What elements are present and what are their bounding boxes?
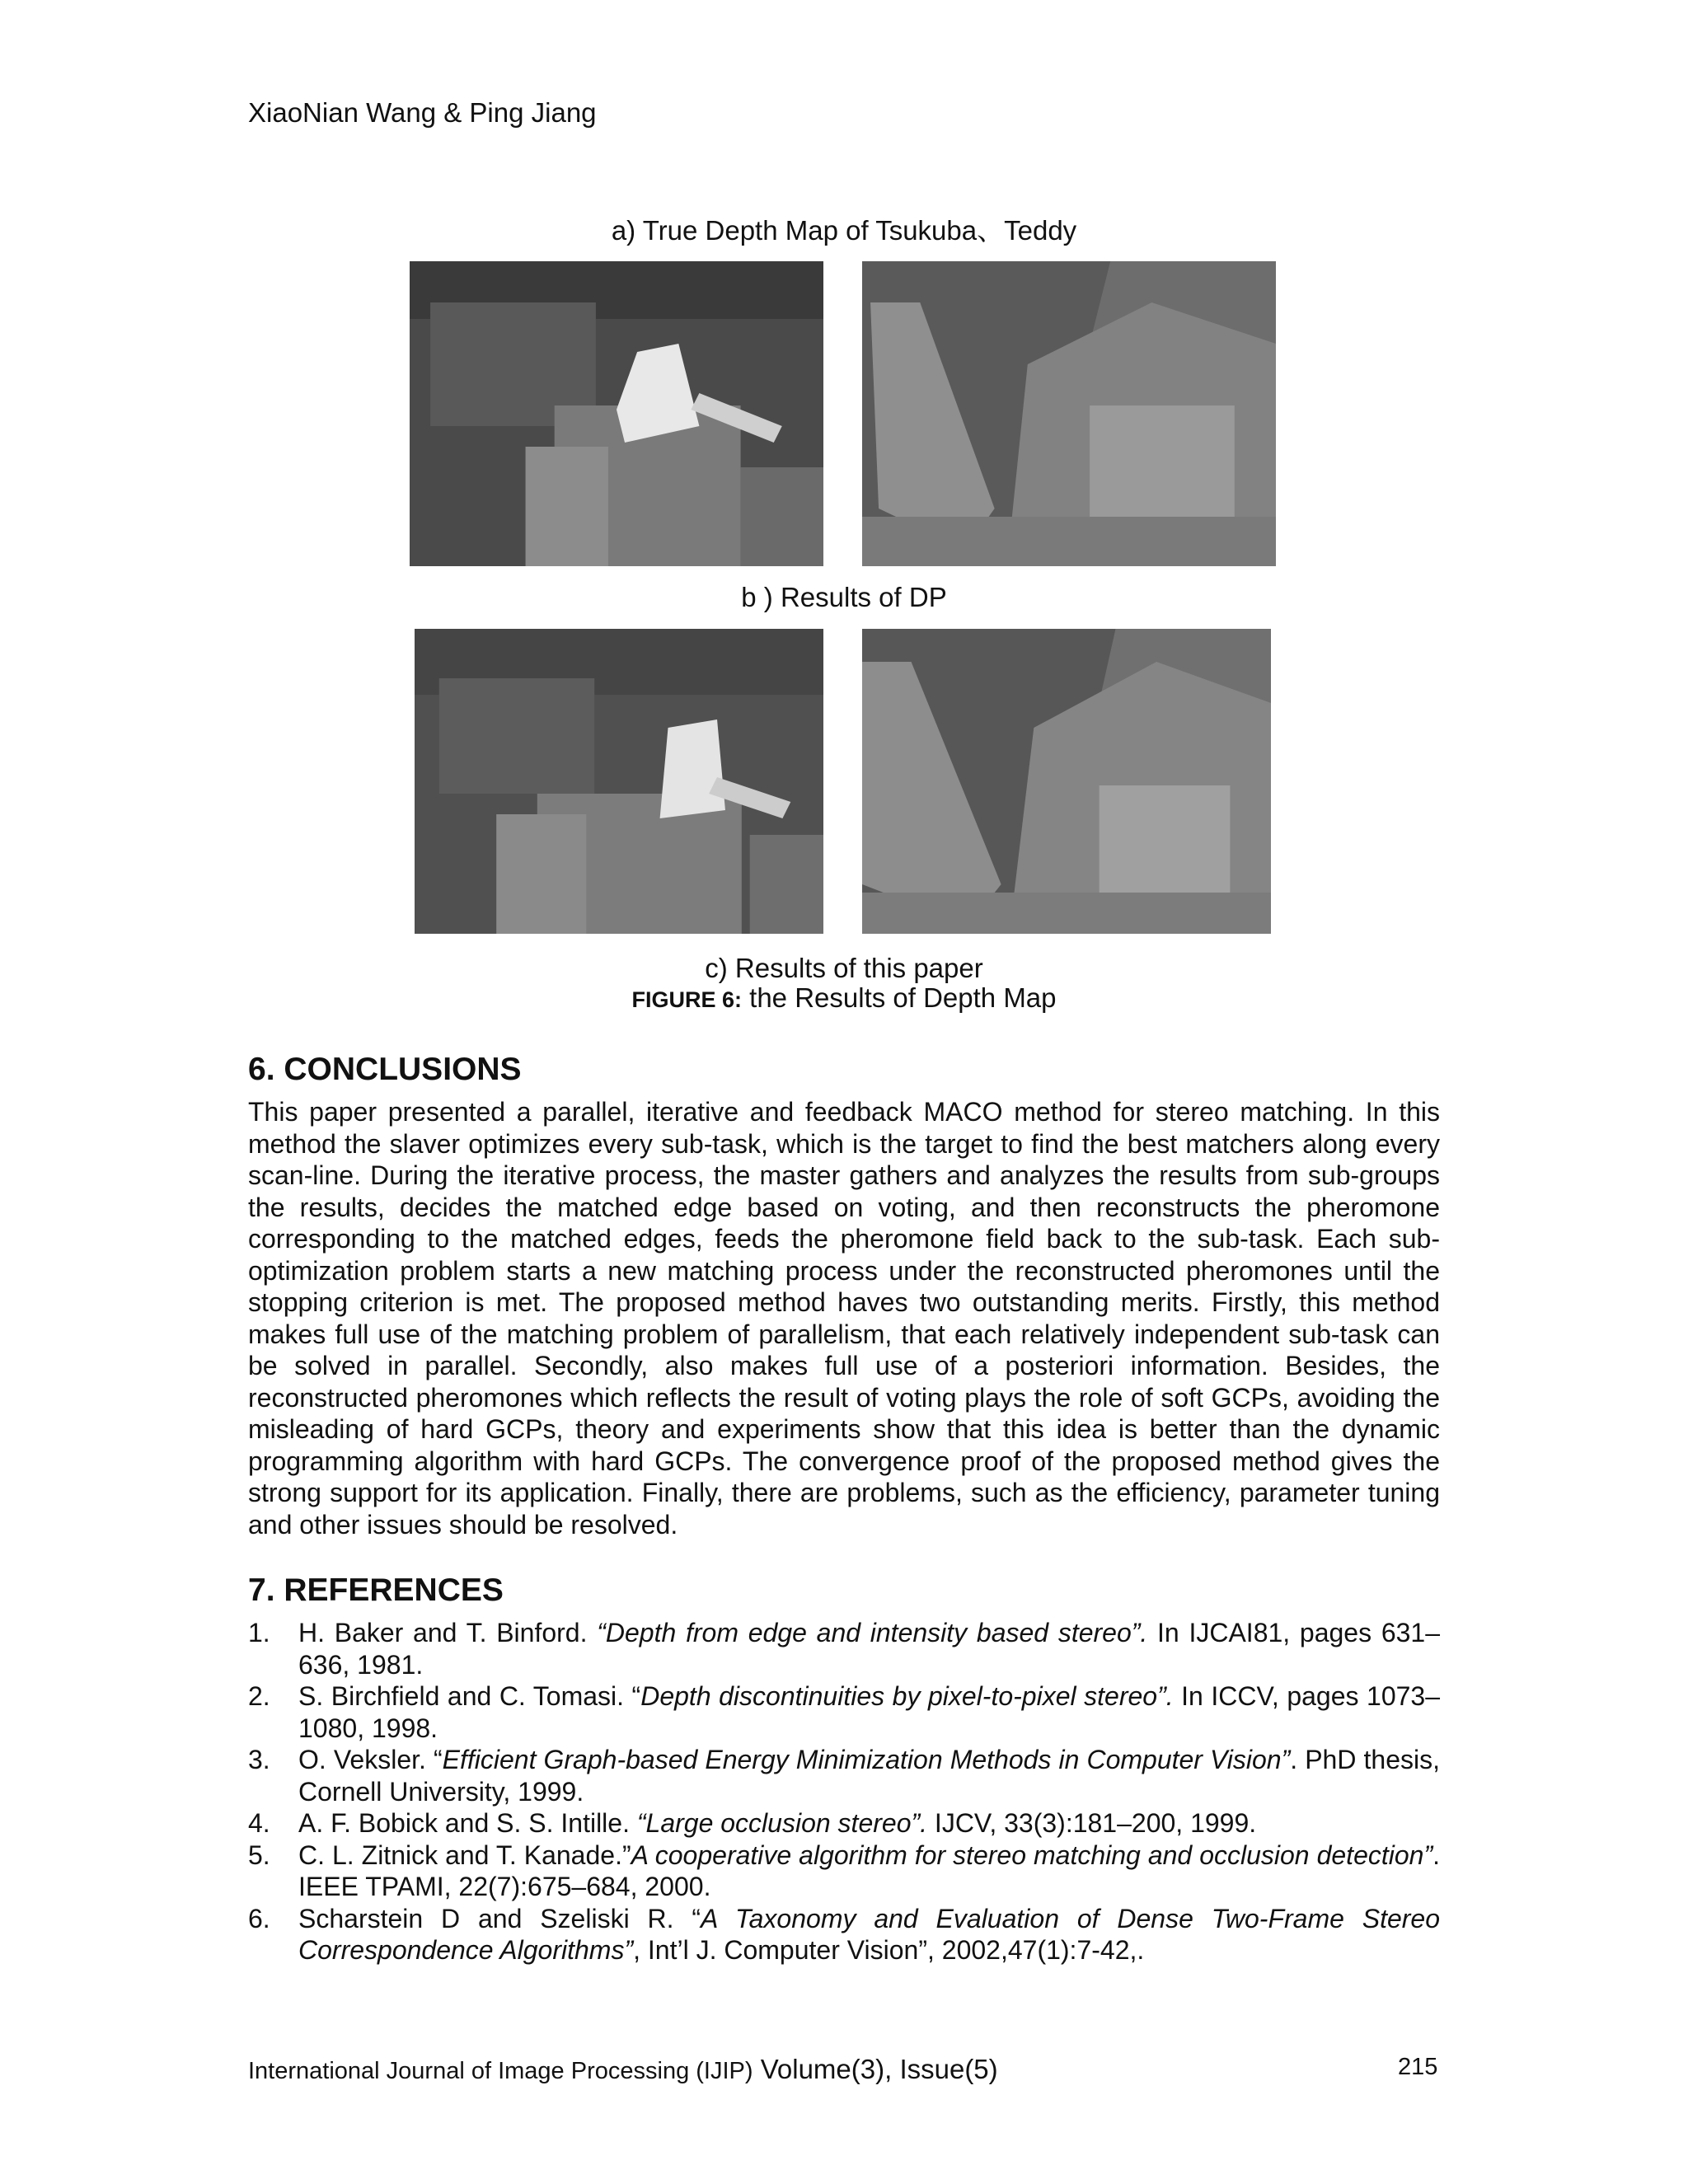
page-number: 215 <box>1398 2054 1438 2080</box>
figure-title <box>0 982 1688 1014</box>
reference-authors: H. Baker and T. Binford. <box>298 1618 598 1647</box>
journal-volume: Volume(3), Issue(5) <box>753 2054 998 2084</box>
running-header: XiaoNian Wang & Ping Jiang <box>248 97 597 128</box>
reference-number: 6. <box>248 1903 270 1933</box>
reference-source: In ICCV, pages 1073–1080, 1998. <box>298 1681 1441 1743</box>
footer-journal <box>248 2054 998 2085</box>
reference-title: “Large occlusion stereo”. <box>636 1808 928 1838</box>
reference-item <box>248 1807 1440 1840</box>
reference-authors: A. F. Bobick and S. S. Intille. <box>298 1808 637 1838</box>
teddy-true-depth-image <box>862 261 1276 566</box>
reference-item <box>248 1903 1440 1966</box>
reference-authors: O. Veksler. “ <box>298 1745 443 1774</box>
reference-number: 5. <box>248 1840 270 1870</box>
reference-number: 1. <box>248 1618 270 1647</box>
reference-title: “Depth from edge and intensity based stereo”. <box>597 1618 1148 1647</box>
reference-source: IJCV, 33(3):181–200, 1999. <box>927 1808 1257 1838</box>
journal-name: International Journal of Image Processing (IJIP) <box>248 2058 753 2084</box>
reference-item <box>248 1744 1440 1807</box>
reference-number: 2. <box>248 1681 270 1711</box>
figure-title-text: the Results of Depth Map <box>749 982 1057 1013</box>
tsukuba-dp-result-image <box>415 629 823 934</box>
reference-source: , Int’l J. Computer Vision”, 2002,47(1):7-42,. <box>633 1935 1145 1965</box>
reference-authors: S. Birchfield and C. Tomasi. “ <box>298 1681 641 1711</box>
references-list <box>248 1617 1440 1966</box>
reference-item <box>248 1840 1440 1903</box>
reference-title: A cooperative algorithm for stereo matching and occlusion detection” <box>631 1840 1433 1870</box>
references-heading: 7. REFERENCES <box>248 1572 504 1608</box>
reference-title: A Taxonomy and Evaluation of Dense Two-Frame Stereo Correspondence Algorithms” <box>298 1903 1441 1965</box>
reference-title: Efficient Graph-based Energy Minimization Methods in Computer Vision” <box>442 1745 1291 1774</box>
tsukuba-true-depth-image <box>410 261 823 566</box>
teddy-dp-result-image <box>862 629 1271 934</box>
reference-item <box>248 1680 1440 1744</box>
reference-title: Depth discontinuities by pixel-to-pixel stereo”. <box>640 1681 1174 1711</box>
figure-caption-c: c) Results of this paper <box>705 953 983 983</box>
reference-authors: C. L. Zitnick and T. Kanade.” <box>298 1840 631 1870</box>
reference-number: 4. <box>248 1808 270 1838</box>
reference-authors: Scharstein D and Szeliski R. “ <box>298 1903 701 1933</box>
reference-source: . PhD thesis, Cornell University, 1999. <box>298 1745 1441 1807</box>
reference-item <box>248 1617 1440 1680</box>
figure-caption-b: b ) Results of DP <box>741 582 947 612</box>
reference-number: 3. <box>248 1745 270 1774</box>
figure-caption-a: a) True Depth Map of Tsukuba、Teddy <box>611 215 1077 246</box>
reference-source: In IJCAI81, pages 631–636, 1981. <box>298 1618 1441 1680</box>
conclusions-body: This paper presented a parallel, iterative and feedback MACO method for stereo matching. In this method the slaver optimizes every sub-task, which is the target to find the best matchers along every scan-line. During the iterative process, the master gathers and analyzes the results from sub-groups the results, decides the matched edge based on voting, and then reconstructs the pheromone corresponding to the matched edges, feeds the pheromone field back to the sub-task. Each sub-optimization problem starts a new matching process under the reconstructed pheromones until the stopping criterion is met. The proposed method haves two outstanding merits. Firstly, this method makes full use of the matching problem of parallelism, that each relatively independent sub-task can be solved in parallel. Secondly, also makes full use of a posteriori information. Besides, the reconstructed pheromones which reflects the result of voting plays the role of soft GCPs, avoiding the misleading of hard GCPs, theory and experiments show that this idea is better than the dynamic programming algorithm with hard GCPs. The convergence proof of the proposed method gives the strong support for its application. Finally, there are problems, such as the efficiency, parameter tuning and other issues should be resolved. <box>248 1097 1440 1540</box>
reference-source: . IEEE TPAMI, 22(7):675–684, 2000. <box>298 1840 1441 1901</box>
conclusions-heading: 6. CONCLUSIONS <box>248 1052 522 1087</box>
figure-label: FIGURE 6: <box>631 987 742 1012</box>
